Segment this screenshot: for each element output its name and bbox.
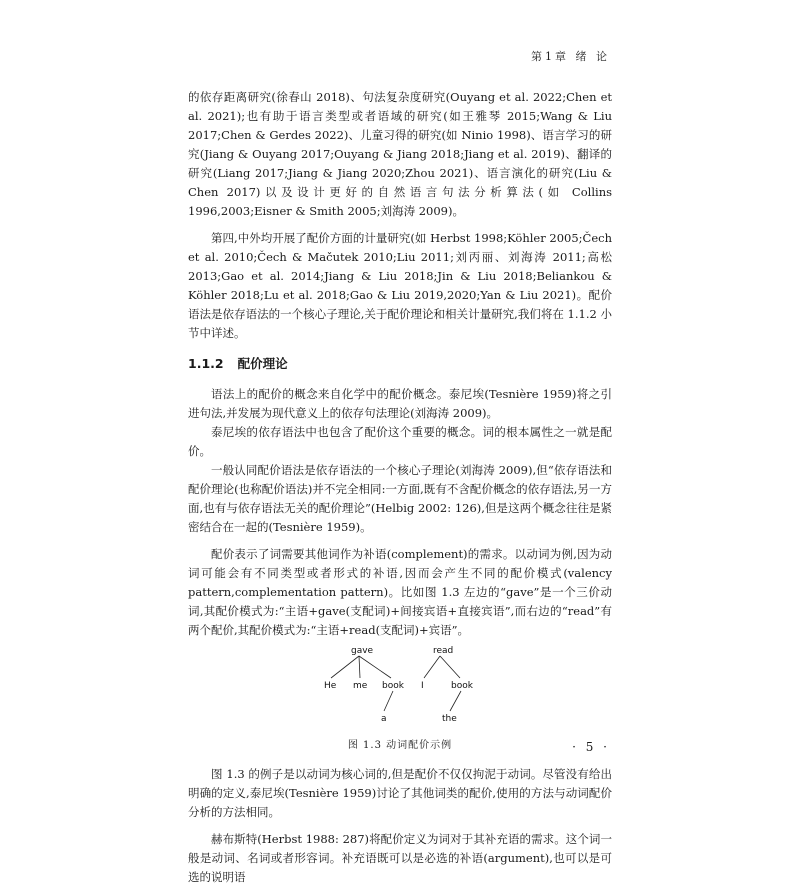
paragraph: 赫布斯特(Herbst 1988: 287)将配价定义为词对于其补充语的需求。这个词一般是动词、名词或者形容词。补充语既可以是必选的补语(argument),也可以是可选的说明语 <box>188 832 612 884</box>
tree-node-read: read <box>433 646 454 656</box>
tree-node-a: a <box>381 714 387 724</box>
paragraph: 图 1.3 的例子是以动词为核心词的,但是配价不仅仅拘泥于动词。尽管没有给出明确的定义,泰尼埃(Tesnière 1959)讨论了其他词类的配价,使用的方法与动词配价分析的方法相同。 <box>188 767 612 819</box>
page-number: · 5 · <box>572 740 610 754</box>
paragraph: 一般认同配价语法是依存语法的一个核心子理论(刘海涛 2009),但“依存语法和配价理论(也称配价语法)并不完全相同:一方面,既有不含配价概念的依存语法,另一方面,也有与依存语法无关的配价理论”(Helbig 2002: 126),但是这两个概念往往是紧密结合在一起的(Tesnière 1959)。 <box>188 463 612 534</box>
section-number: 1.1.2 <box>188 356 224 371</box>
paragraph: 泰尼埃的依存语法中也包含了配价这个重要的概念。词的根本属性之一就是配价。 <box>188 425 612 458</box>
paragraph: 语法上的配价的概念来自化学中的配价概念。泰尼埃(Tesnière 1959)将之引进句法,并发展为现代意义上的依存句法理论(刘海涛 2009)。 <box>188 387 612 420</box>
dependency-tree-figure <box>188 642 612 728</box>
paragraph-continuation: 的依存距离研究(徐春山 2018)、句法复杂度研究(Ouyang et al. 2022;Chen et al. 2021);也有助于语言类型或者语域的研究(如王雅琴 2015;Wang & Liu 2017;Chen & Gerdes 2022)、儿童习得的研究(如 Ninio 1998)、语言学习的研究(Jiang & Ouyang 2017;Ouyang & Jiang 2018;Jiang et al. 2019)、翻译的研究(Liang 2017;Jiang & Jiang 2020;Zhou 2021)、语言演化的研究(Liu & Chen 2017)以及设计更好的自然语言句法分析算法(如 Collins 1996,2003;Eisner & Smith 2005;刘海涛 2009)。 <box>188 90 612 218</box>
section-heading <box>188 353 612 375</box>
running-head: 第1章 绪 论 <box>531 50 610 63</box>
tree-node-book-right: book <box>451 681 473 691</box>
figure-caption: 图 1.3 动词配价示例 <box>347 740 453 751</box>
tree-node-me: me <box>353 681 368 691</box>
tree-node-i: I <box>421 681 424 691</box>
tree-node-he: He <box>324 681 337 691</box>
paragraph: 配价表示了词需要其他词作为补语(complement)的需求。以动词为例,因为动词可能会有不同类型或者形式的补语,因而会产生不同的配价模式(valency pattern,complementation pattern)。比如图 1.3 左边的“gave”是一个三价动词,其配价模式为:“主语+gave(支配词)+间接宾语+直接宾语”,而右边的“read”有两个配价,其配价模式为:“主语+read(支配词)+宾语”。 <box>188 547 612 637</box>
page-body <box>188 88 612 887</box>
section-title: 配价理论 <box>237 356 288 371</box>
tree-node-book: book <box>382 681 404 691</box>
tree-node-the: the <box>442 714 457 724</box>
tree-node-gave: gave <box>351 646 374 656</box>
paragraph: 第四,中外均开展了配价方面的计量研究(如 Herbst 1998;Köhler 2005;Čech et al. 2010;Čech & Mačutek 2010;Liu 2011;刘丙丽、刘海涛 2011;高松 2013;Gao et al. 2014;Jiang & Liu 2018;Jin & Liu 2018;Beliankou & Köhler 2018;Lu et al. 2018;Gao & Liu 2019,2020;Yan & Liu 2021)。配价语法是依存语法的一个核心子理论,关于配价理论和相关计量研究,我们将在 1.1.2 小节中详述。 <box>188 231 612 340</box>
